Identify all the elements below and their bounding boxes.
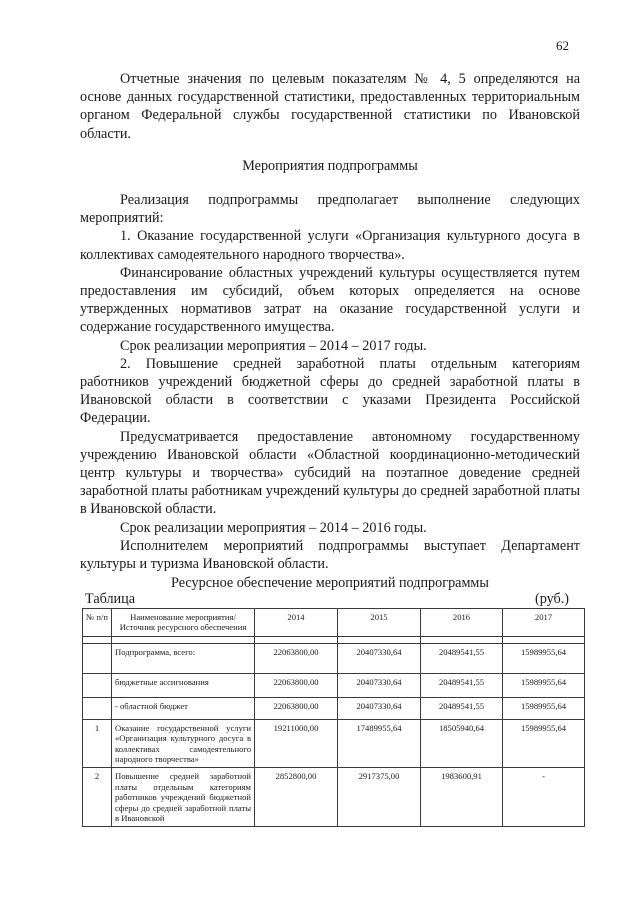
paragraph: Отчетные значения по целевым показателям № 4, 5 определяются на основе данных государственной статистики, предоставленных территориальным органом Федеральной службы государственной статистики по Ивановской области. [80, 71, 580, 142]
body-text [80, 191, 580, 573]
value-2015: 20407330,64 [338, 643, 421, 673]
header-cell: 2014 [255, 609, 338, 637]
unit-label: (руб.) [535, 591, 570, 607]
paragraph: Реализация подпрограммы предполагает выполнение следующих мероприятий: [80, 192, 580, 227]
section-heading: Мероприятия подпрограммы [242, 158, 418, 174]
row-name: Оказание государственной услуги «Организация культурного досуга в коллективах самодеятельного народного творчества» [112, 719, 255, 768]
value-2017: 15989955,64 [503, 719, 585, 768]
header-cell: Наименование мероприятия/Источник ресурсного обеспечения [112, 609, 255, 637]
header-cell: 2015 [338, 609, 421, 637]
paragraph: Предусматривается предоставление автономному государственному учреждению Ивановской области «Областной координационно-методический центр культуры и творчества» субсидий на поэтапное доведение средней заработной платы работникам учреждений культуры до средней заработной платы в Ивановской области. [80, 428, 580, 518]
row-name: Подпрограмма, всего: [112, 643, 255, 673]
paragraph: 2. Повышение средней заработной платы отдельным категориям работников учреждений бюджетной сферы до средней заработной платы в Ивановской области в соответствии с указами Президента Российской Федерации. [80, 355, 580, 427]
paragraph: Финансирование областных учреждений культуры осуществляется путем предоставления им субсидий, объем которых определяется на основе утвержденных нормативов затрат на оказание государственной услуги и содержание государственного имущества. [80, 264, 580, 336]
header-cell: 2017 [503, 609, 585, 637]
value-2015: 20407330,64 [338, 697, 421, 719]
table-row [83, 673, 585, 697]
header-cell: № п/п [83, 609, 112, 637]
row-name: - областной бюджет [112, 697, 255, 719]
value-2015: 20407330,64 [338, 673, 421, 697]
header-cell: 2016 [421, 609, 503, 637]
resource-table-title: Ресурсное обеспечение мероприятий подпрограммы [171, 575, 489, 591]
value-2016: 18505940,64 [421, 719, 503, 768]
value-2015: 17489955,64 [338, 719, 421, 768]
row-number: 2 [83, 768, 112, 827]
value-2017: 15989955,64 [503, 673, 585, 697]
value-2016: 20489541,55 [421, 643, 503, 673]
table-row [83, 719, 585, 768]
row-number [83, 697, 112, 719]
value-2016: 20489541,55 [421, 673, 503, 697]
table-row [83, 697, 585, 719]
intro-text [80, 70, 580, 143]
row-name: бюджетные ассигнования [112, 673, 255, 697]
value-2017: 15989955,64 [503, 643, 585, 673]
paragraph: 1. Оказание государственной услуги «Организация культурного досуга в коллективах самодеятельного народного творчества». [80, 228, 580, 263]
value-2014: 22063800,00 [255, 643, 338, 673]
value-2015: 2917375,00 [338, 768, 421, 827]
value-2014: 22063800,00 [255, 673, 338, 697]
table-header-row [83, 609, 585, 637]
row-number [83, 673, 112, 697]
value-2014: 22063800,00 [255, 697, 338, 719]
table-spacer-row [83, 636, 585, 643]
value-2017: - [503, 768, 585, 827]
table-row [83, 643, 585, 673]
value-2014: 2852800,00 [255, 768, 338, 827]
paragraph: Срок реализации мероприятия – 2014 – 2016 годы. [120, 519, 427, 536]
row-name: Повышение средней заработной платы отдельным категориям работников учреждений бюджетной сферы до средней заработной платы в Ивановской [112, 768, 255, 827]
value-2016: 20489541,55 [421, 697, 503, 719]
resource-table [82, 608, 585, 827]
paragraph: Исполнителем мероприятий подпрограммы выступает Департамент культуры и туризма Ивановской области. [80, 537, 580, 573]
paragraph: Срок реализации мероприятия – 2014 – 2017 годы. [120, 337, 427, 354]
page-number: 62 [556, 38, 569, 53]
table-row [83, 768, 585, 827]
row-number: 1 [83, 719, 112, 768]
table-label: Таблица [85, 591, 136, 607]
value-2016: 1983600,91 [421, 768, 503, 827]
row-number [83, 643, 112, 673]
value-2017: 15989955,64 [503, 697, 585, 719]
value-2014: 19211000,00 [255, 719, 338, 768]
